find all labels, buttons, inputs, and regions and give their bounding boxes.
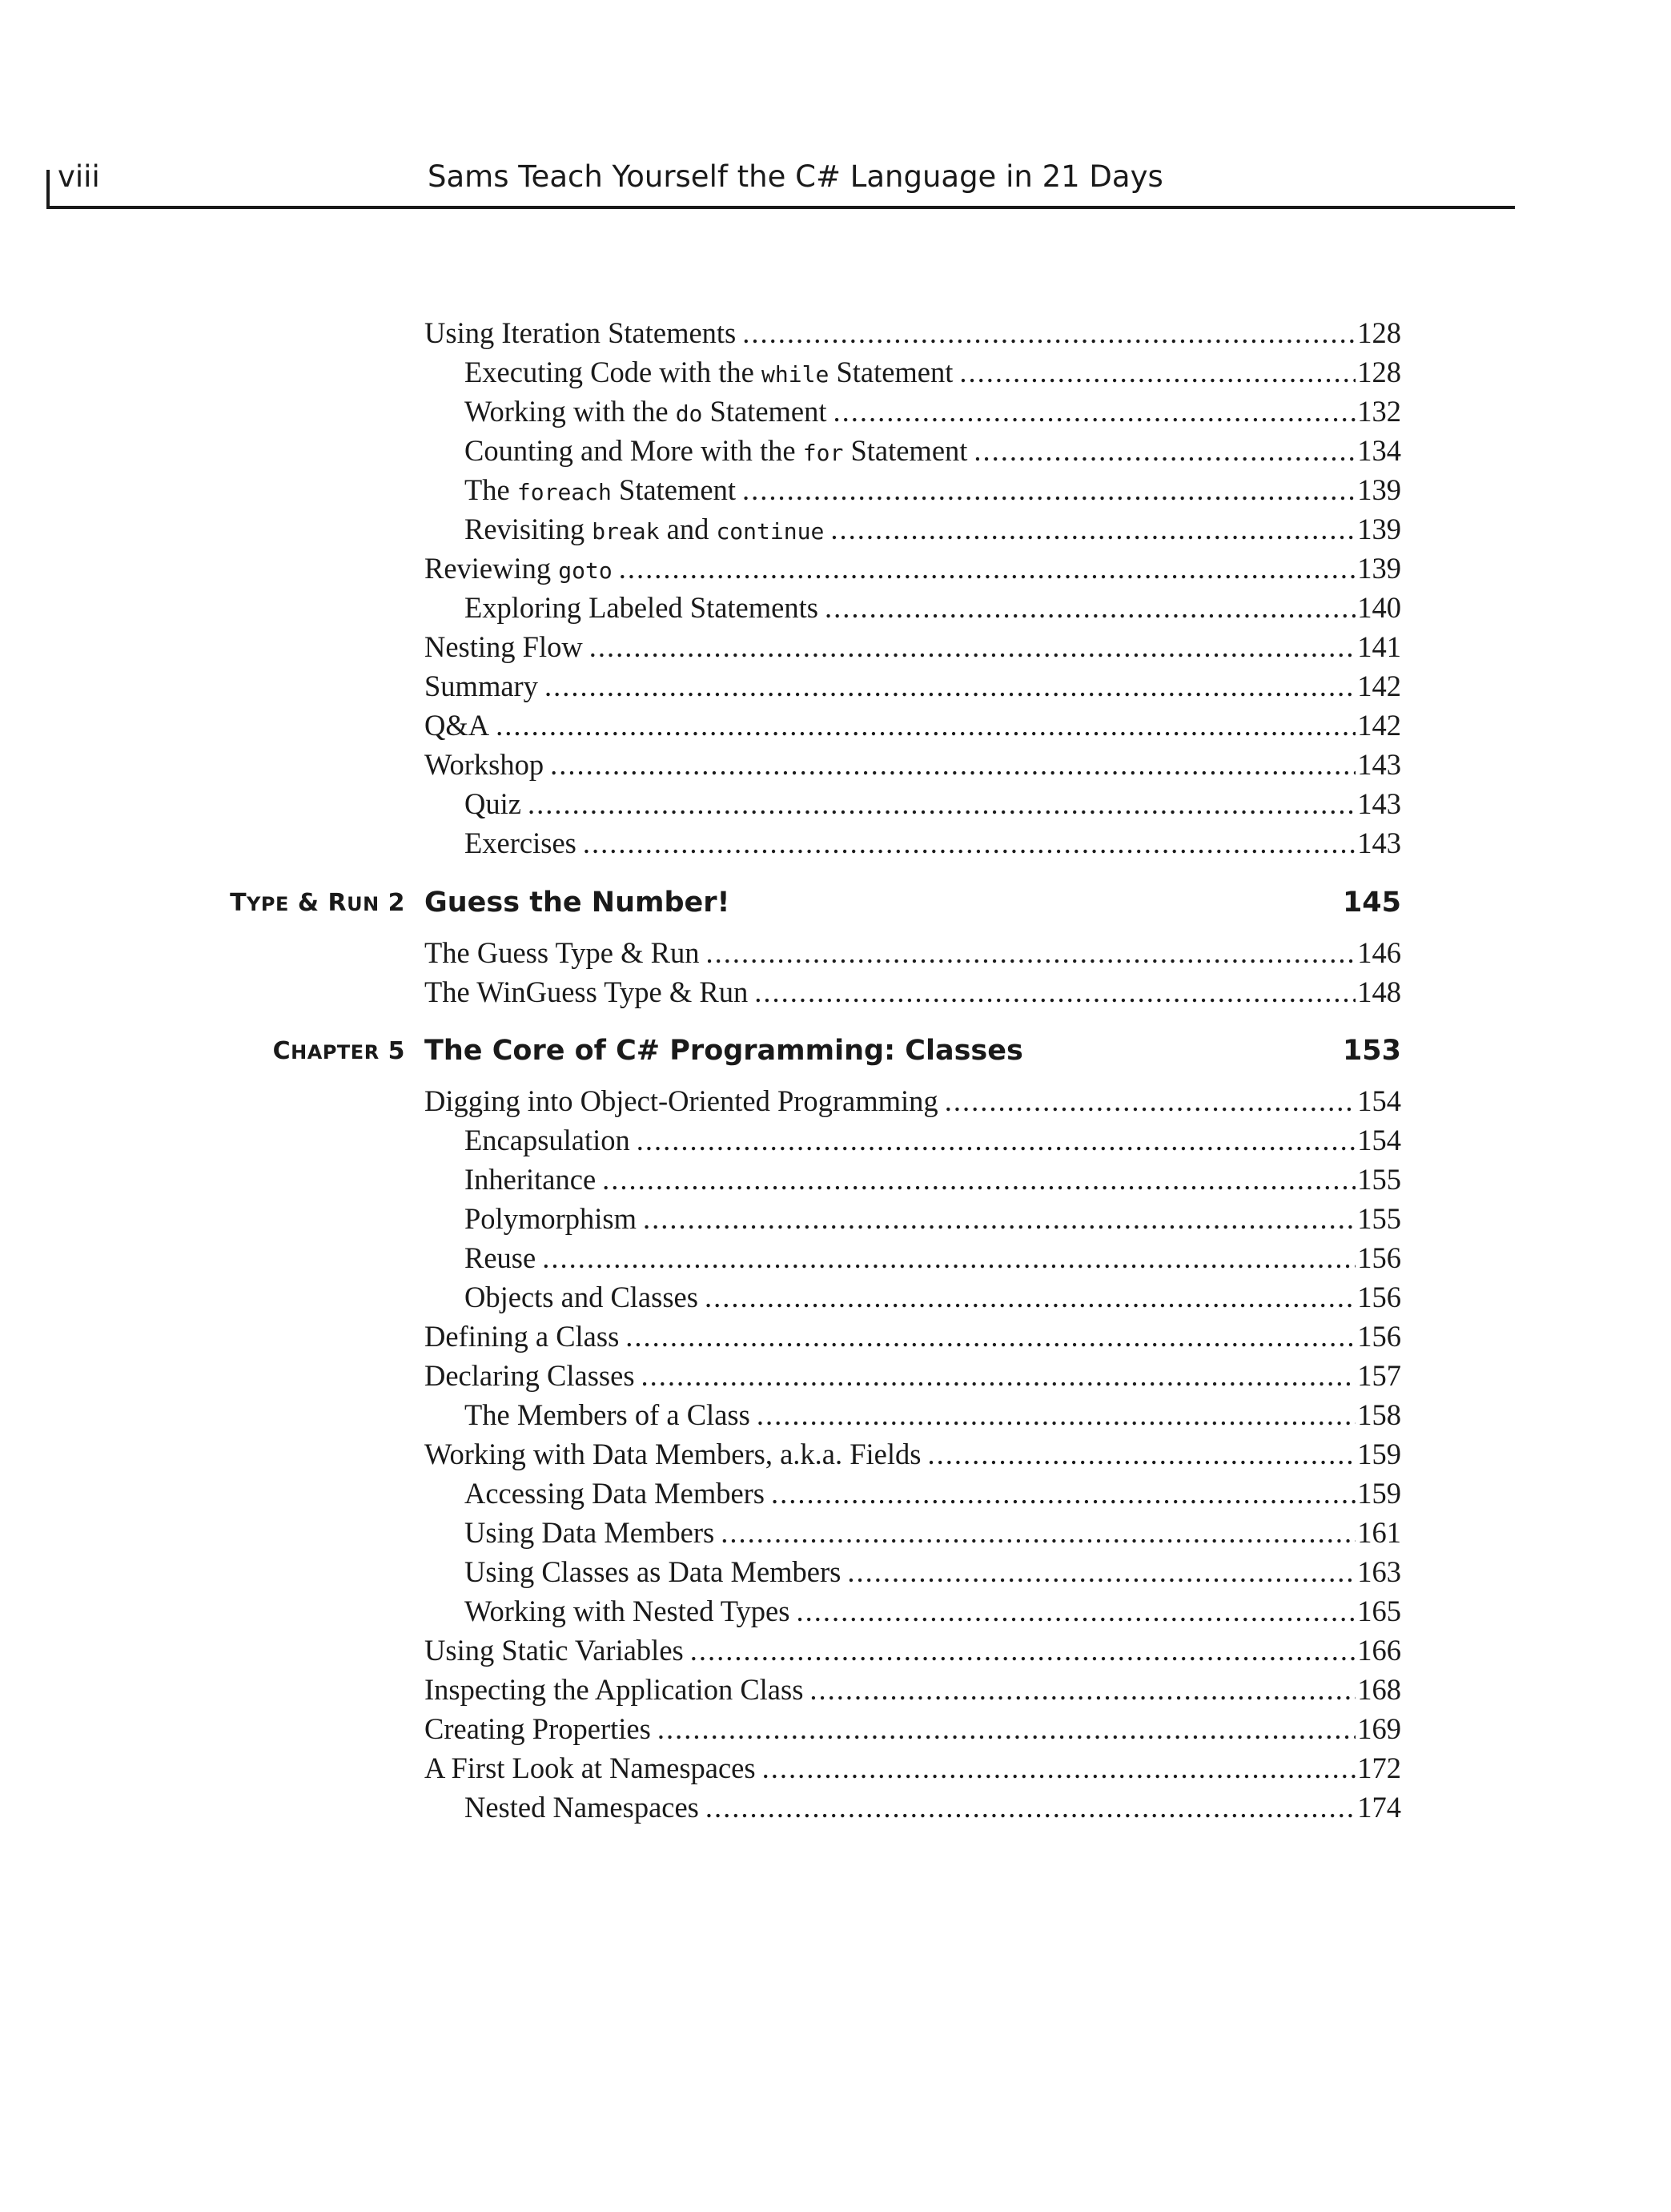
toc-entry-page: 139 bbox=[1357, 513, 1401, 545]
dot-leader bbox=[705, 1278, 1356, 1317]
dot-leader bbox=[589, 628, 1356, 666]
toc-entry-page: 156 bbox=[1357, 1281, 1401, 1313]
dot-leader bbox=[641, 1357, 1356, 1395]
dot-leader bbox=[974, 432, 1356, 470]
toc-entry-page: 132 bbox=[1357, 395, 1401, 428]
dot-leader bbox=[544, 667, 1356, 706]
toc-entry[interactable] bbox=[424, 706, 1401, 745]
dot-leader bbox=[706, 934, 1356, 972]
dot-leader bbox=[528, 785, 1356, 823]
dot-leader bbox=[771, 1474, 1356, 1513]
toc-entry[interactable] bbox=[424, 1631, 1401, 1670]
toc-entry-page: 128 bbox=[1357, 316, 1401, 349]
toc-entry-page: 158 bbox=[1357, 1398, 1401, 1431]
toc-entry-title: Counting and More with the for Statement bbox=[464, 434, 968, 467]
toc-entry-title: Revisiting break and continue bbox=[464, 513, 825, 545]
toc-entry-title: Using Classes as Data Members bbox=[464, 1555, 842, 1588]
toc-entry-title: Nested Namespaces bbox=[464, 1791, 699, 1824]
toc-entry-page: 156 bbox=[1357, 1241, 1401, 1274]
toc-entry-page: 172 bbox=[1357, 1752, 1401, 1784]
toc-entry-title: Q&A bbox=[424, 709, 490, 742]
toc-entry-page: 166 bbox=[1357, 1634, 1401, 1667]
toc-entry[interactable] bbox=[424, 934, 1401, 972]
toc-entry[interactable] bbox=[424, 1710, 1401, 1748]
toc-entry-page: 168 bbox=[1357, 1673, 1401, 1706]
toc-entry-title: Reviewing goto bbox=[424, 552, 613, 585]
toc-entry-page: 142 bbox=[1357, 670, 1401, 702]
toc-entry-title: The Guess Type & Run bbox=[424, 936, 700, 969]
toc-entry[interactable] bbox=[464, 353, 1401, 392]
toc-entry-title: Quiz bbox=[464, 787, 521, 820]
toc-entry-page: 174 bbox=[1357, 1791, 1401, 1824]
dot-leader bbox=[945, 1082, 1356, 1120]
toc-entry-page: 159 bbox=[1357, 1477, 1401, 1510]
code-keyword: break bbox=[592, 518, 660, 545]
dot-leader bbox=[830, 510, 1356, 549]
code-keyword: for bbox=[802, 440, 844, 466]
toc-entry[interactable] bbox=[464, 1121, 1401, 1160]
toc-entry-title: The foreach Statement bbox=[464, 473, 736, 506]
toc-entry[interactable] bbox=[464, 1474, 1401, 1513]
chapter-heading-chapter-5[interactable] bbox=[0, 1031, 1401, 1071]
book-title: Sams Teach Yourself the C# Language in 21 Days bbox=[428, 159, 1163, 194]
dot-leader bbox=[742, 314, 1356, 352]
toc-entry[interactable] bbox=[464, 1239, 1401, 1277]
dot-leader bbox=[742, 471, 1356, 509]
toc-entry-title: Using Static Variables bbox=[424, 1634, 684, 1667]
dot-leader bbox=[625, 1317, 1356, 1356]
toc-entry-title: Digging into Object-Oriented Programming bbox=[424, 1084, 938, 1117]
toc-entry-page: 165 bbox=[1357, 1595, 1401, 1627]
dot-leader bbox=[637, 1121, 1356, 1160]
toc-entry-page: 156 bbox=[1357, 1320, 1401, 1353]
toc-entry-page: 169 bbox=[1357, 1712, 1401, 1745]
dot-leader bbox=[757, 1396, 1356, 1434]
chapter-label: CHAPTER 5 bbox=[272, 1037, 405, 1065]
dot-leader bbox=[762, 1749, 1356, 1788]
toc-entry[interactable] bbox=[424, 549, 1401, 588]
toc-entry-page: 154 bbox=[1357, 1124, 1401, 1156]
chapter-title: Guess the Number! bbox=[424, 887, 730, 919]
toc-entry-title: Working with Data Members, a.k.a. Fields bbox=[424, 1438, 922, 1470]
chapter-label: TYPE & RUN 2 bbox=[230, 889, 405, 917]
toc-entry[interactable] bbox=[424, 1082, 1401, 1120]
toc-entry-title: Creating Properties bbox=[424, 1712, 651, 1745]
toc-entry[interactable] bbox=[424, 314, 1401, 352]
toc-entry-title: Summary bbox=[424, 670, 538, 702]
chapter-page: 153 bbox=[1342, 1035, 1401, 1067]
toc-entry-page: 141 bbox=[1357, 630, 1401, 663]
toc-entry[interactable] bbox=[424, 628, 1401, 666]
toc-entry-title: Using Data Members bbox=[464, 1516, 715, 1549]
dot-leader bbox=[657, 1710, 1356, 1748]
toc-entry-title: The Members of a Class bbox=[464, 1398, 750, 1431]
toc-entry-title: Defining a Class bbox=[424, 1320, 620, 1353]
toc-entry-title: Working with Nested Types bbox=[464, 1595, 790, 1627]
toc-entry[interactable] bbox=[464, 1396, 1401, 1434]
toc-entry-page: 163 bbox=[1357, 1555, 1401, 1588]
toc-entry-page: 143 bbox=[1357, 826, 1401, 859]
toc-entry-title: Objects and Classes bbox=[464, 1281, 698, 1313]
toc-entry-title: Inheritance bbox=[464, 1163, 596, 1196]
toc-entry-page: 157 bbox=[1357, 1359, 1401, 1392]
code-keyword: foreach bbox=[516, 479, 612, 505]
toc-entry[interactable] bbox=[464, 785, 1401, 823]
toc-entry[interactable] bbox=[464, 1200, 1401, 1238]
toc-entry-title: A First Look at Namespaces bbox=[424, 1752, 756, 1784]
toc-entry-title: Reuse bbox=[464, 1241, 536, 1274]
dot-leader bbox=[847, 1553, 1356, 1591]
toc-entry[interactable] bbox=[464, 432, 1401, 470]
dot-leader bbox=[927, 1435, 1356, 1474]
toc-entry-title: Exploring Labeled Statements bbox=[464, 591, 818, 624]
dot-leader bbox=[705, 1788, 1356, 1827]
toc-entry[interactable] bbox=[464, 1514, 1401, 1552]
toc-entry-page: 146 bbox=[1357, 936, 1401, 969]
toc-entry-page: 159 bbox=[1357, 1438, 1401, 1470]
toc-entry-title: Encapsulation bbox=[464, 1124, 630, 1156]
dot-leader bbox=[833, 392, 1356, 431]
toc-entry-page: 154 bbox=[1357, 1084, 1401, 1117]
toc-entry[interactable] bbox=[464, 471, 1401, 509]
dot-leader bbox=[542, 1239, 1356, 1277]
toc-entry[interactable] bbox=[464, 589, 1401, 627]
toc-entry-title: Declaring Classes bbox=[424, 1359, 635, 1392]
toc-entry[interactable] bbox=[424, 1317, 1401, 1356]
toc-entry[interactable] bbox=[464, 1788, 1401, 1827]
toc-entry-title: The WinGuess Type & Run bbox=[424, 975, 749, 1008]
toc-entry-title: Inspecting the Application Class bbox=[424, 1673, 804, 1706]
dot-leader bbox=[796, 1592, 1356, 1631]
toc-entry[interactable] bbox=[424, 1671, 1401, 1709]
dot-leader bbox=[754, 973, 1356, 1011]
toc-entry[interactable] bbox=[424, 667, 1401, 706]
toc-entry[interactable] bbox=[424, 746, 1401, 784]
toc-entry-page: 143 bbox=[1357, 748, 1401, 781]
dot-leader bbox=[583, 824, 1356, 863]
toc-entry-page: 142 bbox=[1357, 709, 1401, 742]
toc-entry-title: Exercises bbox=[464, 826, 576, 859]
page-number: viii bbox=[58, 159, 100, 194]
toc-entry-title: Polymorphism bbox=[464, 1202, 637, 1235]
dot-leader bbox=[496, 706, 1356, 745]
toc-entry-page: 155 bbox=[1357, 1202, 1401, 1235]
toc-entry[interactable] bbox=[464, 1278, 1401, 1317]
toc-entry[interactable] bbox=[424, 973, 1401, 1011]
toc-entry-page: 134 bbox=[1357, 434, 1401, 467]
toc-entry-title: Accessing Data Members bbox=[464, 1477, 765, 1510]
dot-leader bbox=[959, 353, 1356, 392]
dot-leader bbox=[690, 1631, 1356, 1670]
toc-entry[interactable] bbox=[424, 1357, 1401, 1395]
toc-entry[interactable] bbox=[464, 1592, 1401, 1631]
dot-leader bbox=[619, 549, 1356, 588]
toc-entry-page: 155 bbox=[1357, 1163, 1401, 1196]
toc-entry-title: Workshop bbox=[424, 748, 544, 781]
toc-entry[interactable] bbox=[424, 1749, 1401, 1788]
toc-entry-page: 161 bbox=[1357, 1516, 1401, 1549]
dot-leader bbox=[643, 1200, 1356, 1238]
chapter-page: 145 bbox=[1342, 887, 1401, 919]
toc-entry-page: 140 bbox=[1357, 591, 1401, 624]
dot-leader bbox=[825, 589, 1356, 627]
toc-entry-title: Working with the do Statement bbox=[464, 395, 827, 428]
toc-entry[interactable] bbox=[464, 1160, 1401, 1199]
chapter-heading-type-run-2[interactable] bbox=[0, 883, 1401, 923]
toc-entry-title: Nesting Flow bbox=[424, 630, 583, 663]
code-keyword: goto bbox=[558, 557, 613, 584]
toc-entry-page: 148 bbox=[1357, 975, 1401, 1008]
dot-leader bbox=[550, 746, 1356, 784]
code-keyword: continue bbox=[716, 518, 825, 545]
toc-entry[interactable] bbox=[464, 510, 1401, 549]
toc-entry-page: 128 bbox=[1357, 356, 1401, 388]
dot-leader bbox=[721, 1514, 1356, 1552]
toc-entry-title: Executing Code with the while Statement bbox=[464, 356, 954, 388]
toc-entry-title: Using Iteration Statements bbox=[424, 316, 737, 349]
toc-entry-page: 139 bbox=[1357, 473, 1401, 506]
toc-entry-page: 139 bbox=[1357, 552, 1401, 585]
toc-entry-page: 143 bbox=[1357, 787, 1401, 820]
toc-entry[interactable] bbox=[464, 824, 1401, 863]
toc-entry[interactable] bbox=[424, 1435, 1401, 1474]
code-keyword: do bbox=[675, 400, 703, 427]
dot-leader bbox=[602, 1160, 1356, 1199]
toc-entry[interactable] bbox=[464, 1553, 1401, 1591]
toc-entry[interactable] bbox=[464, 392, 1401, 431]
chapter-title: The Core of C# Programming: Classes bbox=[424, 1035, 1023, 1067]
code-keyword: while bbox=[761, 361, 829, 388]
dot-leader bbox=[809, 1671, 1356, 1709]
